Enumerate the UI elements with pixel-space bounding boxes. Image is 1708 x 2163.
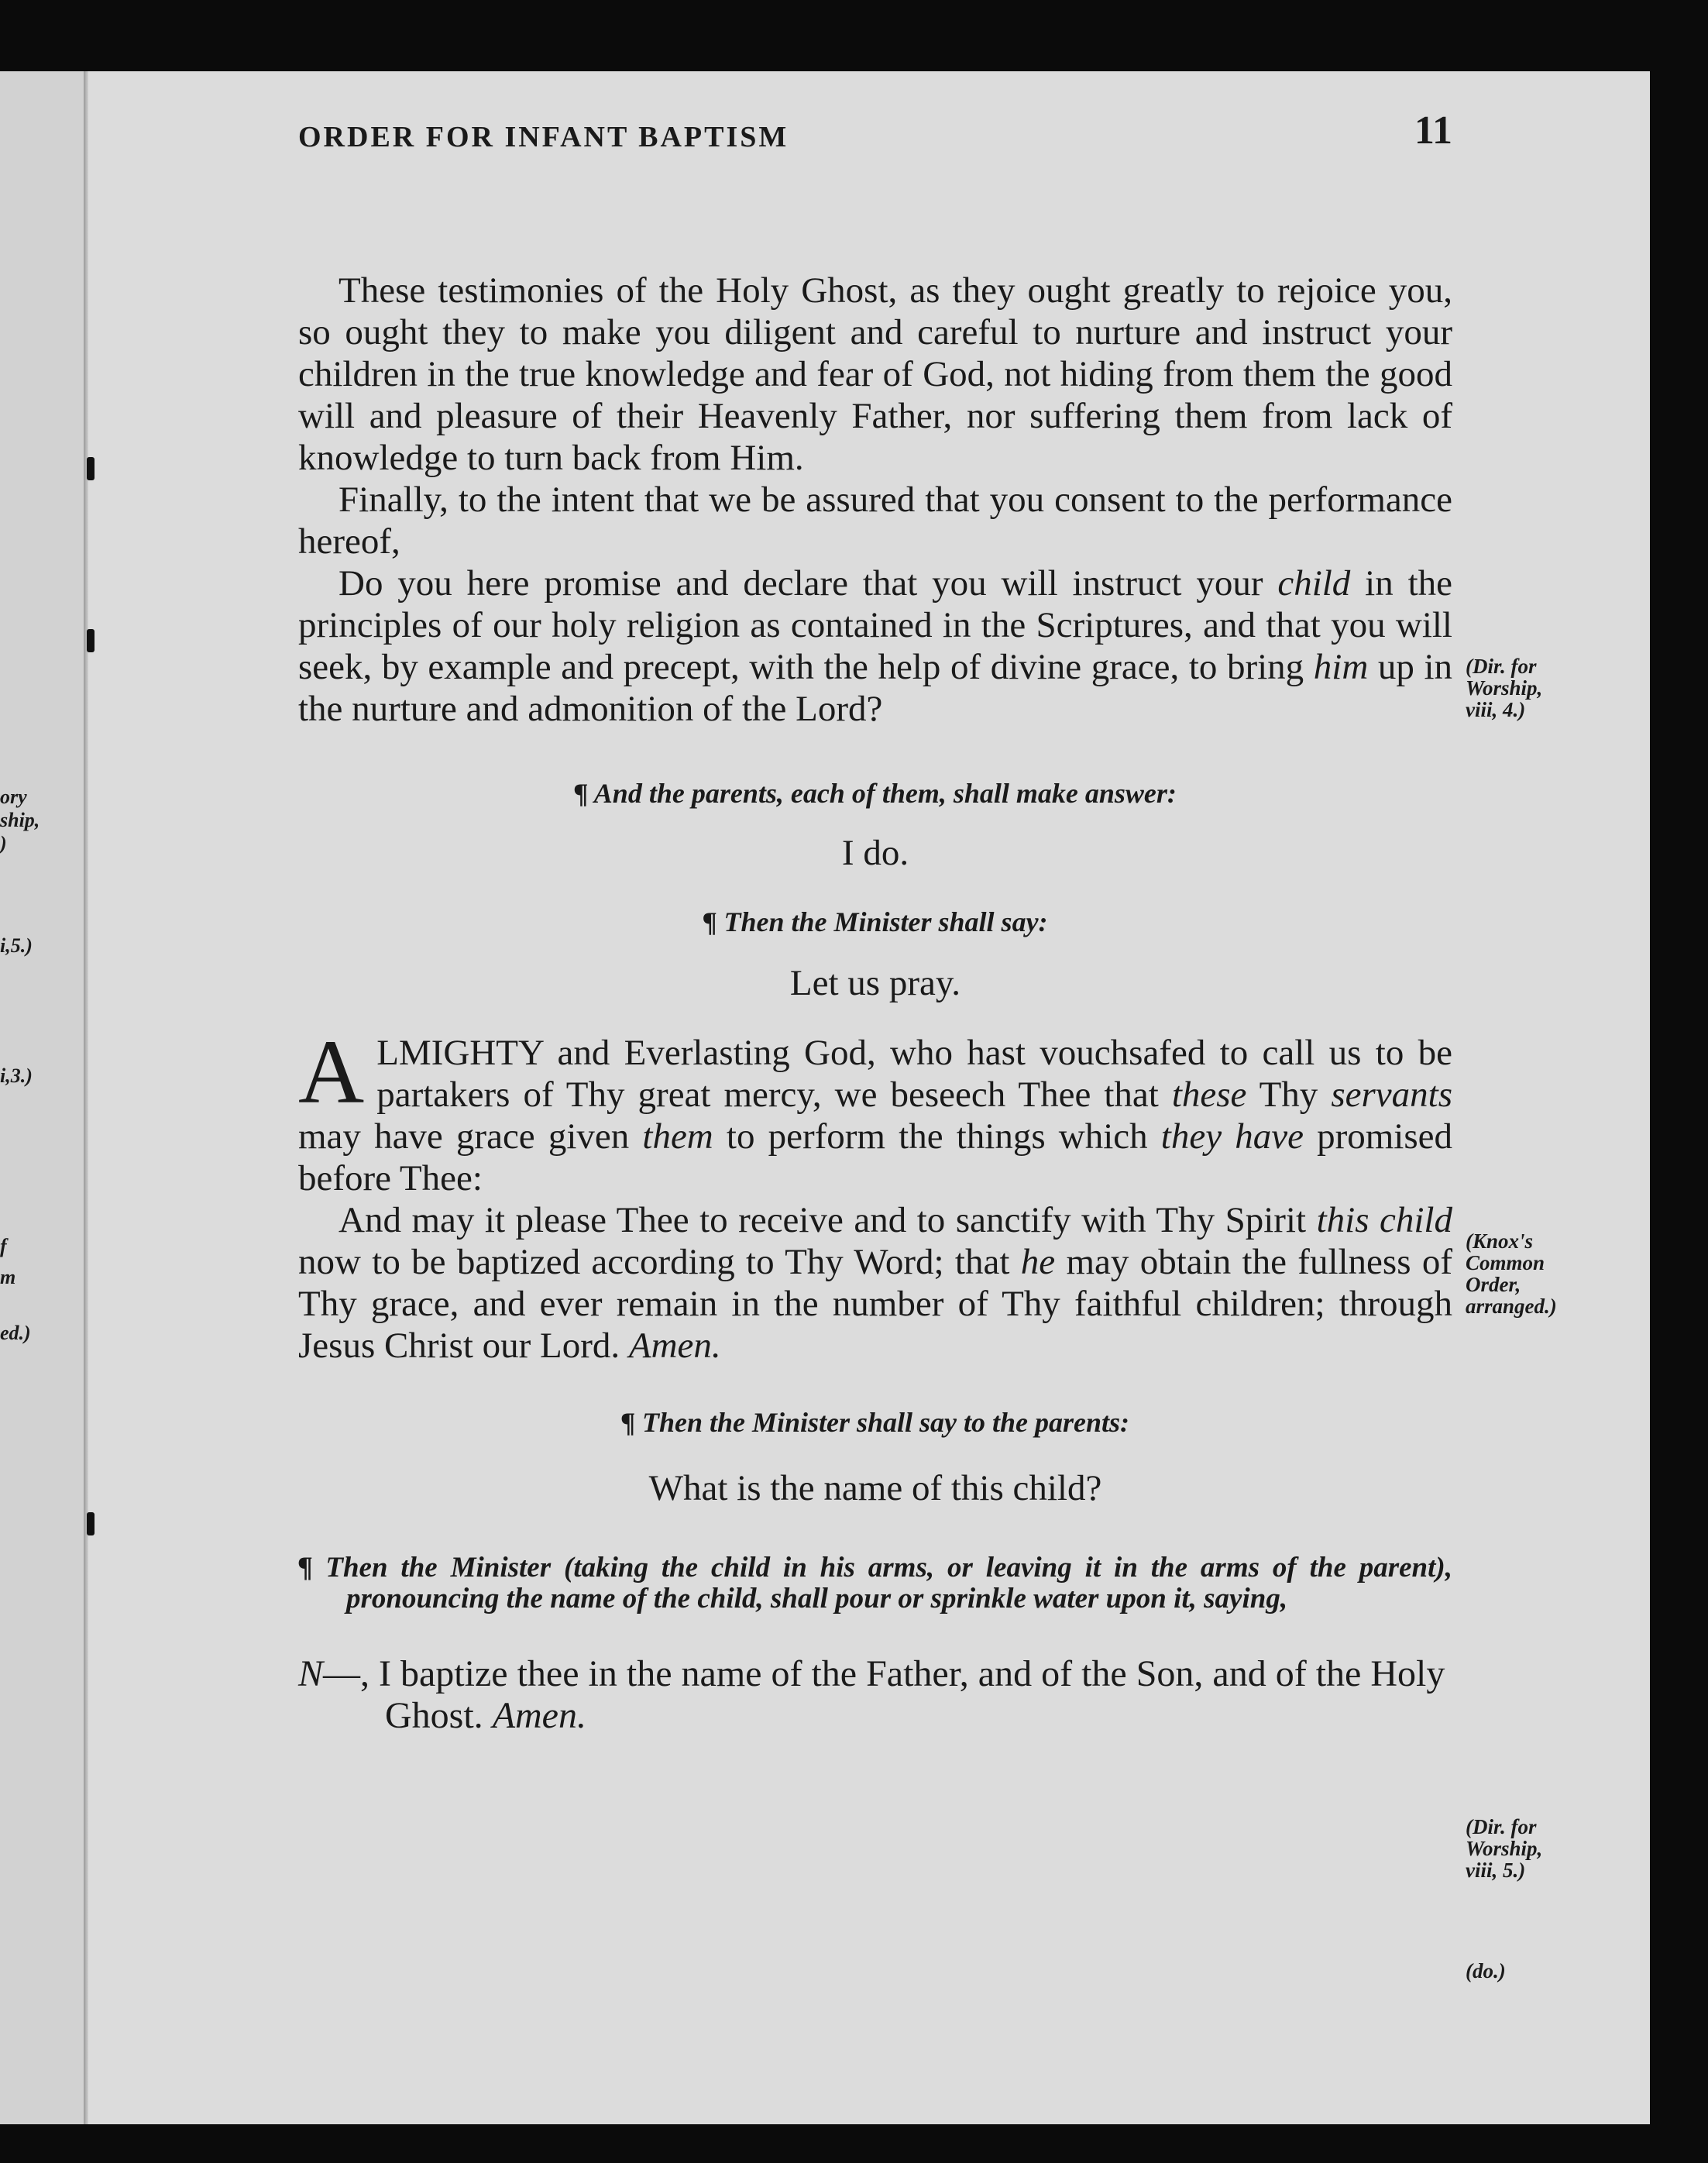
binding-thread-mark <box>87 1512 95 1535</box>
paragraph-promise: Do you here promise and declare that you will instruct your child in the principles of our holy religion as contained in the Scriptures, and that you will seek, by example and precept, with the help of divine grace, to bring him up in the nurture and admonition of the Lord? <box>298 563 1452 729</box>
left-note: i,3.) <box>0 1064 33 1087</box>
page-spine <box>84 71 88 2124</box>
drop-cap: A <box>298 1021 365 1123</box>
left-note: ed.) <box>0 1322 31 1344</box>
left-note: ship, <box>0 809 40 831</box>
prayer-sanctify: And may it please Thee to receive and to sanctify with Thy Spirit this child now to be baptized according to Thy Word; that he may obtain the fullness of Thy grace, and ever remain in the number of Thy faithful children; through Jesus Christ our Lord. Amen. <box>298 1200 1452 1366</box>
running-title: ORDER FOR INFANT BAPTISM <box>298 121 789 153</box>
left-note: ory <box>0 786 27 808</box>
name-question: What is the name of this child? <box>648 1468 1102 1508</box>
binding-thread-mark <box>87 629 95 652</box>
let-us-pray: Let us pray. <box>789 963 961 1003</box>
baptism-formula: N—, I baptize thee in the name of the Father, and of the Son, and of the Holy Ghost. Amen. <box>298 1653 1445 1736</box>
left-note: i,5.) <box>0 934 33 957</box>
page-number: 11 <box>1414 108 1452 153</box>
margin-note-dir-worship-viii-4: (Dir. for Worship, viii, 4.) <box>1466 655 1543 721</box>
page-body <box>298 270 1452 1737</box>
paragraph-testimonies: These testimonies of the Holy Ghost, as they ought greatly to rejoice you, so ought they to make you diligent and careful to nurture and instruct your children in the true knowledge and fear of God, not hiding from them the good will and pleasure of their Heavenly Father, nor suffering them from lack of knowledge to turn back from Him. <box>298 270 1452 478</box>
left-note: f <box>0 1235 7 1257</box>
left-note: ) <box>0 832 7 855</box>
rubric-minister-say: ¶ Then the Minister shall say: <box>703 906 1048 937</box>
rubric-baptism-action: ¶ Then the Minister (taking the child in his arms, or leaving it in the arms of the parent), pronouncing the name of the child, shall pour or sprinkle water upon it, saying, <box>298 1552 1452 1615</box>
facing-page-edge <box>0 71 84 2124</box>
binding-thread-mark <box>87 457 95 480</box>
margin-note-do: (do.) <box>1466 1959 1506 1982</box>
margin-note-dir-worship-viii-5: (Dir. for Worship, viii, 5.) <box>1466 1815 1543 1882</box>
prayer-almighty: ALMIGHTY and Everlasting God, who hast vouchsafed to call us to be partakers of Thy great mercy, we beseech Thee that these Thy servants may have grace given them to perform the things which they have promised before Thee: <box>298 1021 1453 1198</box>
paragraph-finally: Finally, to the intent that we be assured that you consent to the performance hereof, <box>298 480 1452 562</box>
margin-note-knox-common-order: (Knox's Common Order, arranged.) <box>1466 1229 1557 1318</box>
rubric-parents-answer: ¶ And the parents, each of them, shall make answer: <box>574 778 1177 809</box>
answer-i-do: I do. <box>841 833 909 873</box>
left-note: m <box>0 1266 16 1288</box>
rubric-say-to-parents: ¶ Then the Minister shall say to the parents: <box>620 1407 1130 1438</box>
